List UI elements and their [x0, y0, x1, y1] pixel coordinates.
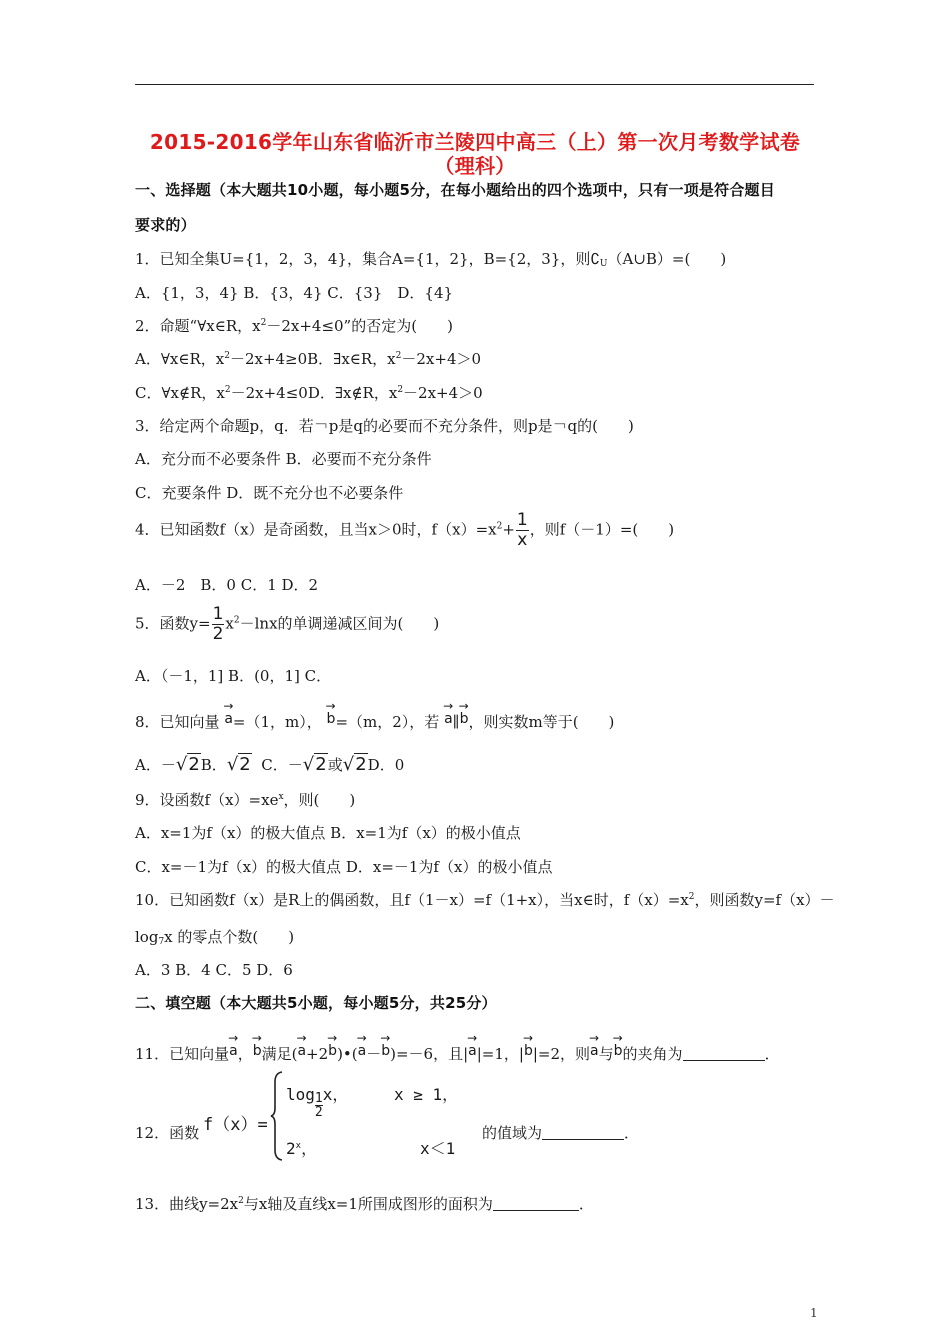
q11-minus: － — [366, 1045, 382, 1063]
exam-subtitle: （理科） — [434, 154, 516, 178]
question-11 — [135, 1036, 780, 1064]
case1-var: x， — [322, 1085, 349, 1104]
q2-opt2-c: －2x+4＞0 — [403, 384, 483, 402]
vector-b: → b — [614, 1036, 623, 1059]
q2-opt2-sup1: 2 — [224, 385, 231, 395]
question-1 — [135, 248, 726, 269]
q10-line2-b: x 的零点个数( ) — [164, 928, 295, 946]
q4-plus: + — [502, 520, 515, 539]
q8-stem-a: 8．已知向量 — [135, 713, 220, 731]
vector-a: → a — [590, 1036, 599, 1059]
q8-eq-a: =（1，m）， — [232, 713, 322, 731]
q5-frac-den: 2 — [212, 624, 224, 644]
q11-mid1: 满足( — [261, 1045, 298, 1063]
q2-stem-a: 2．命题“∀x∈R，x — [135, 317, 261, 335]
q11-tail: 的夹角为 — [622, 1045, 683, 1063]
q1-complement-sub: U — [599, 259, 608, 269]
vector-a: → a — [229, 1036, 238, 1059]
q2-opt1-sup2: 2 — [395, 351, 402, 361]
q3-options-2: C．充要条件 D．既不充分也不必要条件 — [135, 484, 404, 502]
question-9 — [135, 789, 355, 810]
question-10-cont — [135, 926, 294, 947]
q10-line1-a: 10．已知函数f（x）是R上的偶函数，且f（1－x）=f（1+x），当x∈时，f（x）=x — [135, 891, 689, 909]
q4-stem-a: 4．已知函数f（x）是奇函数，且当x＞0时，f（x）=x — [135, 520, 497, 539]
q4-fraction — [516, 512, 529, 549]
q12-tail — [482, 1122, 639, 1143]
case2-sup: x — [295, 1141, 302, 1151]
q4-stem-c: ，则f（－1）=( ) — [529, 520, 675, 539]
q8-opt-b: B． — [200, 756, 227, 774]
question-3: 3．给定两个命题p，q．若￢p是q的必要而不充分条件，则p是￢q的( ) — [135, 417, 634, 435]
q2-opt1-b: －2x+4≥0B．∃x∈R，x — [229, 350, 396, 368]
q11-comma: ， — [237, 1045, 253, 1063]
vector-b: → b — [381, 1036, 390, 1059]
q12-end: ． — [624, 1124, 640, 1142]
q11-stem-a: 11．已知向量 — [135, 1045, 230, 1063]
case1-base-num: 1 — [314, 1091, 323, 1106]
q2-opt1-c: －2x+4＞0 — [401, 350, 482, 368]
q5-stem-c: －lnx的单调递减区间为( ) — [239, 614, 440, 633]
q2-options-1 — [135, 348, 481, 369]
q10-log: log — [135, 928, 159, 946]
q4-frac-num: 1 — [516, 510, 528, 530]
piecewise-function — [270, 1070, 560, 1162]
sqrt-2: √2 — [342, 754, 367, 775]
q8-tail: ，则实数m等于( ) — [468, 713, 615, 731]
case1-base — [315, 1092, 323, 1119]
q13-stem-a: 13．曲线y=2x — [135, 1195, 239, 1213]
answer-blank[interactable] — [683, 1046, 765, 1061]
q9-options-2: C．x=－1为f（x）的极大值点 D．x=－1为f（x）的极小值点 — [135, 858, 553, 876]
question-2 — [135, 315, 453, 336]
q8-opt-a: A．－ — [135, 756, 176, 774]
section2-heading: 二、填空题（本大题共5小题，每小题5分，共25分） — [135, 994, 497, 1012]
q9-stem-b: ，则( ) — [283, 791, 356, 809]
sqrt-radicand: 2 — [239, 754, 251, 775]
q12-tail-text: 的值域为 — [482, 1124, 543, 1142]
q1-options: A．{1，3，4} B．{3，4} C．{3} D．{4} — [135, 284, 454, 302]
sqrt-radicand: 2 — [315, 754, 327, 775]
vector-a: → a — [358, 1036, 367, 1059]
parallel-symbol: ∥ — [452, 713, 460, 731]
vector-a: → a — [224, 704, 233, 727]
q2-opt1-a: A．∀x∈R，x — [135, 350, 225, 368]
q5-frac-num: 1 — [212, 604, 224, 624]
question-13 — [135, 1193, 594, 1214]
question-4 — [135, 512, 674, 549]
case-1-condition: x ≥ 1， — [394, 1085, 459, 1104]
q11-with: 与 — [598, 1045, 614, 1063]
q8-opt-c: C．－ — [261, 756, 303, 774]
case-1 — [286, 1082, 348, 1119]
q11-abs1: |=1，| — [476, 1045, 524, 1063]
vector-b: → b — [253, 1036, 262, 1059]
q1-tail: （A∪B）=( ) — [607, 250, 727, 268]
q2-opt2-a: C．∀x∉R，x — [135, 384, 225, 402]
sqrt-2: √2 — [226, 754, 251, 775]
q3-options-1: A．充分而不必要条件 B．必要而不充分条件 — [135, 450, 432, 468]
q13-sup: 2 — [238, 1196, 244, 1206]
q10-sup: 2 — [688, 892, 695, 902]
q2-stem-b: －2x+4≤0”的否定为( ) — [266, 317, 453, 335]
vector-b: → b — [328, 1036, 337, 1059]
section1-heading-cont: 要求的） — [135, 216, 196, 234]
section1-heading: 一、选择题（本大题共10小题，每小题5分，在每小题给出的四个选项中，只有一项是符合题目 — [135, 181, 775, 199]
q5-stem-b: x — [225, 614, 234, 633]
exam-title: 2015-2016学年山东省临沂市兰陵四中高三（上）第一次月考数学试卷 — [149, 130, 801, 154]
q2-sup: 2 — [260, 318, 267, 328]
sqrt-radicand: 2 — [355, 754, 367, 775]
q9-sup: x — [278, 792, 284, 802]
q8-or: 或 — [327, 756, 343, 774]
case1-log: log — [286, 1085, 315, 1104]
q4-options: A．－2 B．0 C．1 D．2 — [135, 576, 319, 594]
q8-options — [135, 754, 404, 775]
sqrt-radicand: 2 — [188, 754, 200, 775]
sqrt-2: √2 — [302, 754, 327, 775]
q2-options-2 — [135, 382, 483, 403]
q10-options: A．3 B．4 C．5 D．6 — [135, 961, 293, 979]
question-10 — [135, 889, 835, 910]
q13-stem-b: 与x轴及直线x=1所围成图形的面积为 — [243, 1195, 493, 1213]
case1-base-den: 2 — [314, 1105, 323, 1120]
q4-frac-den: x — [517, 530, 528, 550]
q5-stem-a: 5．函数y= — [135, 614, 211, 633]
q13-end: ． — [578, 1195, 594, 1213]
case2-base: 2 — [286, 1139, 296, 1158]
answer-blank[interactable] — [493, 1196, 579, 1211]
vector-b: → b — [460, 704, 469, 727]
q2-opt2-sup2: 2 — [397, 385, 404, 395]
q11-abs2: |=2，则 — [532, 1045, 591, 1063]
case-2 — [286, 1136, 317, 1159]
header-rule — [135, 84, 814, 85]
q8-eq-b: =（m，2），若 — [335, 713, 440, 731]
q11-mid2: )•( — [337, 1045, 358, 1063]
question-8 — [135, 704, 614, 732]
answer-blank[interactable] — [542, 1125, 624, 1140]
q11-plus2: +2 — [306, 1045, 329, 1063]
q10-log-base: 7 — [158, 937, 165, 947]
question-5 — [135, 606, 439, 643]
q5-sup: 2 — [233, 615, 240, 626]
q2-opt1-sup1: 2 — [224, 351, 230, 361]
q4-sup: 2 — [496, 521, 503, 532]
q11-mid3: )=－6，且| — [390, 1045, 469, 1063]
case2-tail: ， — [301, 1139, 318, 1158]
sqrt-2: √2 — [175, 754, 200, 775]
q5-fraction — [212, 606, 225, 643]
q9-options-1: A．x=1为f（x）的极大值点 B．x=1为f（x）的极小值点 — [135, 824, 521, 842]
q8-opt-d: D．0 — [367, 756, 405, 774]
q2-opt2-b: －2x+4≤0D．∃x∉R，x — [230, 384, 398, 402]
q9-stem-a: 9．设函数f（x）=xe — [135, 791, 279, 809]
page-number: 1 — [810, 1306, 818, 1320]
q11-end: ． — [764, 1045, 780, 1063]
vector-b: → b — [327, 704, 336, 727]
vector-a: → a — [297, 1036, 306, 1059]
vector-a: → a — [444, 704, 453, 727]
vector-b: → b — [524, 1036, 533, 1059]
q12-fx: f（x）= — [203, 1115, 268, 1135]
vector-a: → a — [468, 1036, 477, 1059]
case-2-condition: x＜1 — [420, 1139, 456, 1158]
question-12-label: 12．函数 — [135, 1124, 200, 1142]
q5-options: A．（－1，1] B．(0，1] C． — [135, 667, 332, 685]
q1-stem: 1．已知全集U={1，2，3，4}，集合A={1，2}，B={2，3}，则∁ — [135, 250, 600, 268]
q10-line1-b: ，则函数y=f（x）－ — [694, 891, 835, 909]
left-brace-icon — [270, 1070, 284, 1162]
